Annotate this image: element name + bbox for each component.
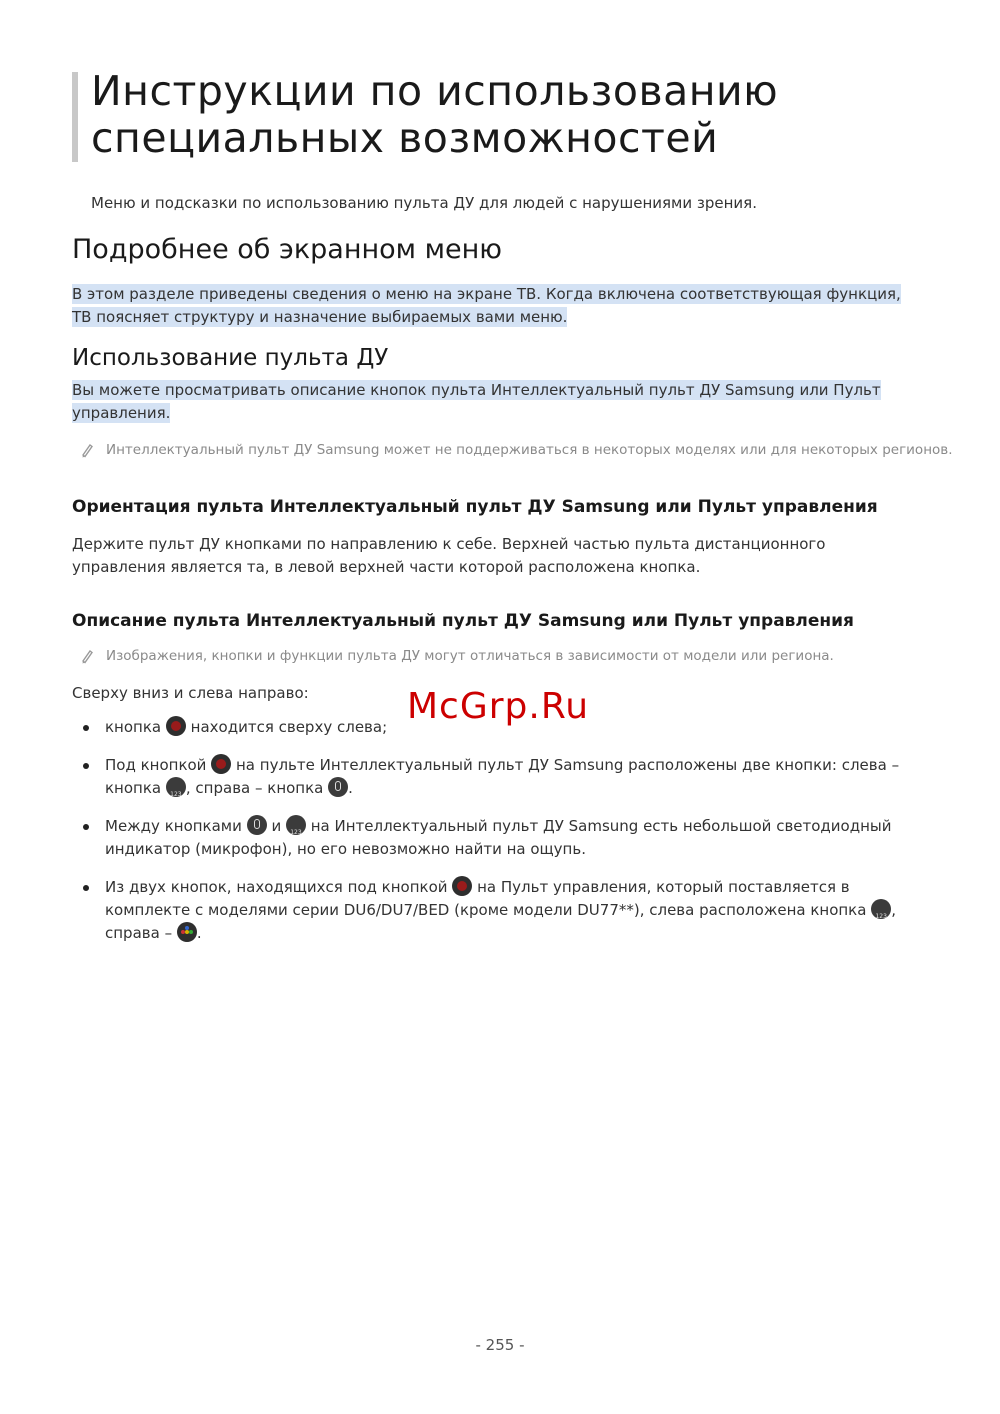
note-images-differ [80, 648, 960, 664]
color-button-icon [177, 922, 197, 942]
number-pad-button-icon [286, 815, 306, 835]
list-item [72, 876, 932, 945]
highlighted-text: Вы можете просматривать описание кнопок пульта Интеллектуальный пульт ДУ Samsung или Пульт управления. [72, 381, 881, 422]
orientation-text: Держите пульт ДУ кнопками по направлению к себе. Верхней частью пульта дистанционного управления является та, в левой верхней части которой расположена кнопка. [72, 535, 826, 576]
list-text: на Пульт управления, который поставляется в комплекте с моделями серии DU6/DU7/BED (кроме модели DU77**), слева расположена кнопка [105, 878, 867, 919]
number-pad-button-icon [166, 777, 186, 797]
section-onscreen-menu-text [72, 283, 922, 329]
list-item [72, 754, 932, 800]
list-text: Из двух кнопок, находящихся под кнопкой [105, 878, 448, 896]
list-item [72, 716, 932, 739]
power-button-icon [166, 716, 186, 736]
power-button-icon [211, 754, 231, 774]
power-button-icon [452, 876, 472, 896]
page-number: - 255 - [475, 1336, 525, 1354]
list-text: , справа – кнопка [185, 779, 324, 797]
pencil-note-icon [80, 442, 94, 458]
intro-text: Меню и подсказки по использованию пульта ДУ для людей с нарушениями зрения. [91, 194, 757, 212]
remote-buttons-list [72, 716, 932, 960]
page-title: Инструкции по использованию специальных возможностей [91, 67, 779, 162]
pencil-note-icon [80, 648, 94, 664]
microphone-button-icon [328, 777, 348, 797]
number-pad-button-icon [871, 899, 891, 919]
note-text: Интеллектуальный пульт ДУ Samsung может не поддерживаться в некоторых моделях или для некоторых регионов. [106, 442, 953, 458]
list-text: Под кнопкой [105, 756, 207, 774]
list-text: Между кнопками [105, 817, 242, 835]
list-item [72, 815, 932, 861]
list-text: , справа – [105, 901, 896, 942]
description-lead: Сверху вниз и слева направо: [72, 684, 309, 702]
note-text: Изображения, кнопки и функции пульта ДУ могут отличаться в зависимости от модели или региона. [106, 648, 834, 664]
section-heading-description: Описание пульта Интеллектуальный пульт ДУ Samsung или Пульт управления [72, 611, 854, 631]
list-text: . [196, 924, 202, 942]
watermark: McGrp.Ru [407, 686, 590, 727]
section-heading-remote-usage: Использование пульта ДУ [72, 345, 389, 371]
list-text: на пульте Интеллектуальный пульт ДУ Samsung расположены две кнопки: слева – кнопка [105, 756, 900, 797]
highlighted-text: В этом разделе приведены сведения о меню на экране ТВ. Когда включена соответствующая функция, ТВ поясняет структуру и назначение выбираемых вами меню. [72, 285, 901, 326]
microphone-button-icon [247, 815, 267, 835]
list-text: . [348, 779, 353, 797]
section-heading-onscreen-menu: Подробнее об экранном меню [72, 234, 502, 265]
list-text: кнопка [105, 718, 162, 736]
note-remote-support [80, 442, 960, 458]
list-text: и [271, 817, 282, 835]
section-remote-usage-text [72, 379, 922, 425]
list-text: на Интеллектуальный пульт ДУ Samsung есть небольшой светодиодный индикатор (микрофон), но его невозможно найти на ощупь. [105, 817, 892, 858]
section-heading-orientation: Ориентация пульта Интеллектуальный пульт ДУ Samsung или Пульт управления [72, 497, 878, 517]
list-text: находится сверху слева; [190, 718, 388, 736]
title-accent-bar [72, 72, 78, 162]
